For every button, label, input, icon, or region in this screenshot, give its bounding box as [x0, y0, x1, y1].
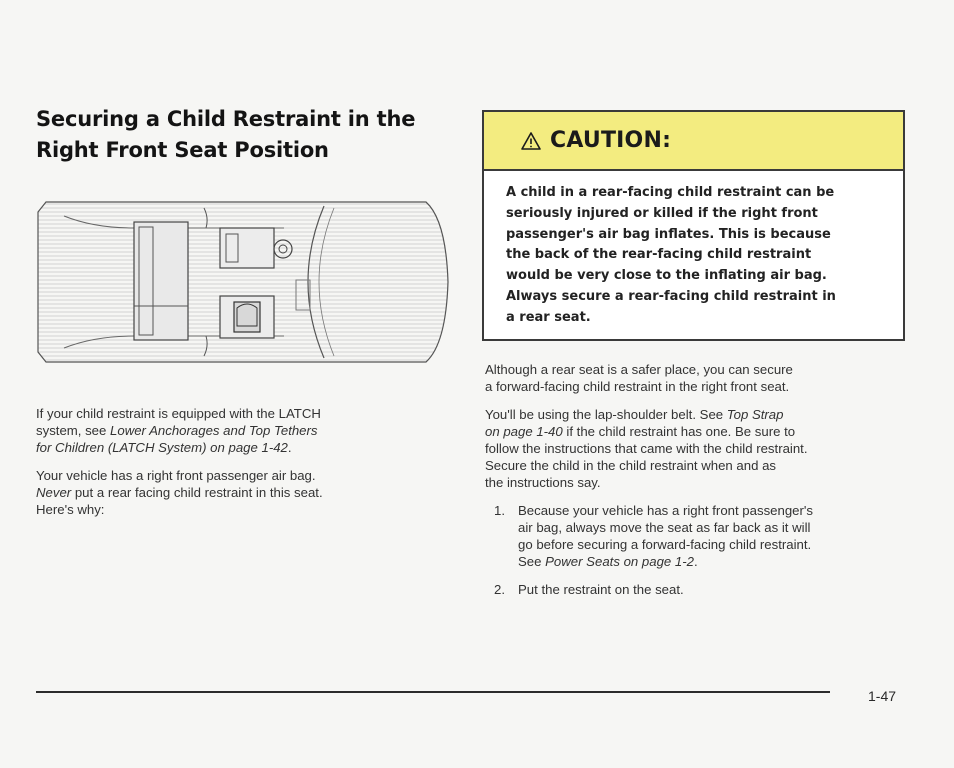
caution-line: passenger's air bag inflates. This is because [506, 226, 831, 242]
latch-paragraph [36, 405, 436, 456]
list-item [485, 581, 905, 598]
airbag-text-2: put a rear facing child restraint in this seat. [71, 485, 323, 500]
lap-text-5: the instructions say. [485, 475, 601, 490]
latch-text-end: . [287, 440, 292, 455]
latch-reference-link[interactable]: Lower Anchorages and Top Tethers [110, 423, 318, 438]
heading-line-2: Right Front Seat Position [36, 138, 329, 162]
lap-line-1 [485, 406, 905, 423]
vehicle-top-view-illustration [34, 198, 452, 366]
page-number: 1-47 [868, 688, 897, 704]
latch-reference-link-2[interactable]: for Children (LATCH System) on page 1-42 [36, 440, 288, 455]
caution-title: CAUTION: [550, 128, 672, 153]
lap-line-2 [485, 423, 905, 440]
step-1-text: . [693, 554, 698, 569]
step-1-text: Because your vehicle has a right front passenger's [518, 503, 814, 518]
caution-line: the back of the rear-facing child restraint [506, 247, 812, 263]
caution-line: A child in a rear-facing child restraint can be [506, 185, 835, 200]
airbag-text-1: Your vehicle has a right front passenger air bag. [36, 468, 316, 483]
caution-line: would be very close to the inflating air bag. [506, 268, 827, 284]
caution-box [482, 110, 905, 341]
caution-line: seriously injured or killed if the right front [506, 205, 818, 221]
step-1-text: air bag, always move the seat as far back as it will [518, 520, 811, 535]
step-2-text: Put the restraint on the seat. [518, 582, 684, 597]
left-column-text [36, 405, 436, 529]
section-heading [36, 104, 456, 166]
airbag-text-3: Here's why: [36, 502, 105, 517]
latch-text-1: If your child restraint is equipped with the LATCH [36, 406, 321, 421]
caution-header [484, 112, 903, 171]
lap-text-3: follow the instructions that came with the child restraint. [485, 441, 808, 456]
safer-text-2: a forward-facing child restraint in the right front seat. [485, 379, 790, 394]
step-number: 2. [494, 582, 505, 597]
lap-text-2: if the child restraint has one. Be sure to [562, 424, 796, 439]
lap-text-4: Secure the child in the child restraint when and as [485, 458, 777, 473]
step-1-text: go before securing a forward-facing child restraint. [518, 537, 812, 552]
airbag-paragraph [36, 467, 436, 518]
warning-triangle-icon [520, 131, 542, 151]
caution-line: a rear seat. [506, 309, 591, 325]
top-strap-link[interactable]: Top Strap [726, 407, 784, 422]
airbag-never-text: Never [36, 485, 72, 500]
heading-line-1: Securing a Child Restraint in the [36, 107, 416, 131]
caution-line: Always secure a rear-facing child restraint in [506, 288, 836, 304]
step-1-see-line [518, 553, 905, 570]
footer-rule [36, 691, 830, 693]
latch-text-2: system, see [36, 423, 111, 438]
top-strap-link-2[interactable]: on page 1-40 [485, 424, 563, 439]
safer-place-paragraph [485, 361, 905, 395]
step-number: 1. [494, 503, 505, 518]
steps-list [485, 502, 905, 598]
list-item [485, 502, 905, 570]
lap-shoulder-paragraph [485, 406, 905, 491]
step-1-text: See [518, 554, 546, 569]
safer-text-1: Although a rear seat is a safer place, you can secure [485, 362, 793, 377]
power-seats-link[interactable]: Power Seats on page 1-2 [545, 554, 694, 569]
caution-body [484, 171, 903, 329]
lap-text-1: You'll be using the lap-shoulder belt. See [485, 407, 727, 422]
right-column-text [485, 361, 905, 609]
